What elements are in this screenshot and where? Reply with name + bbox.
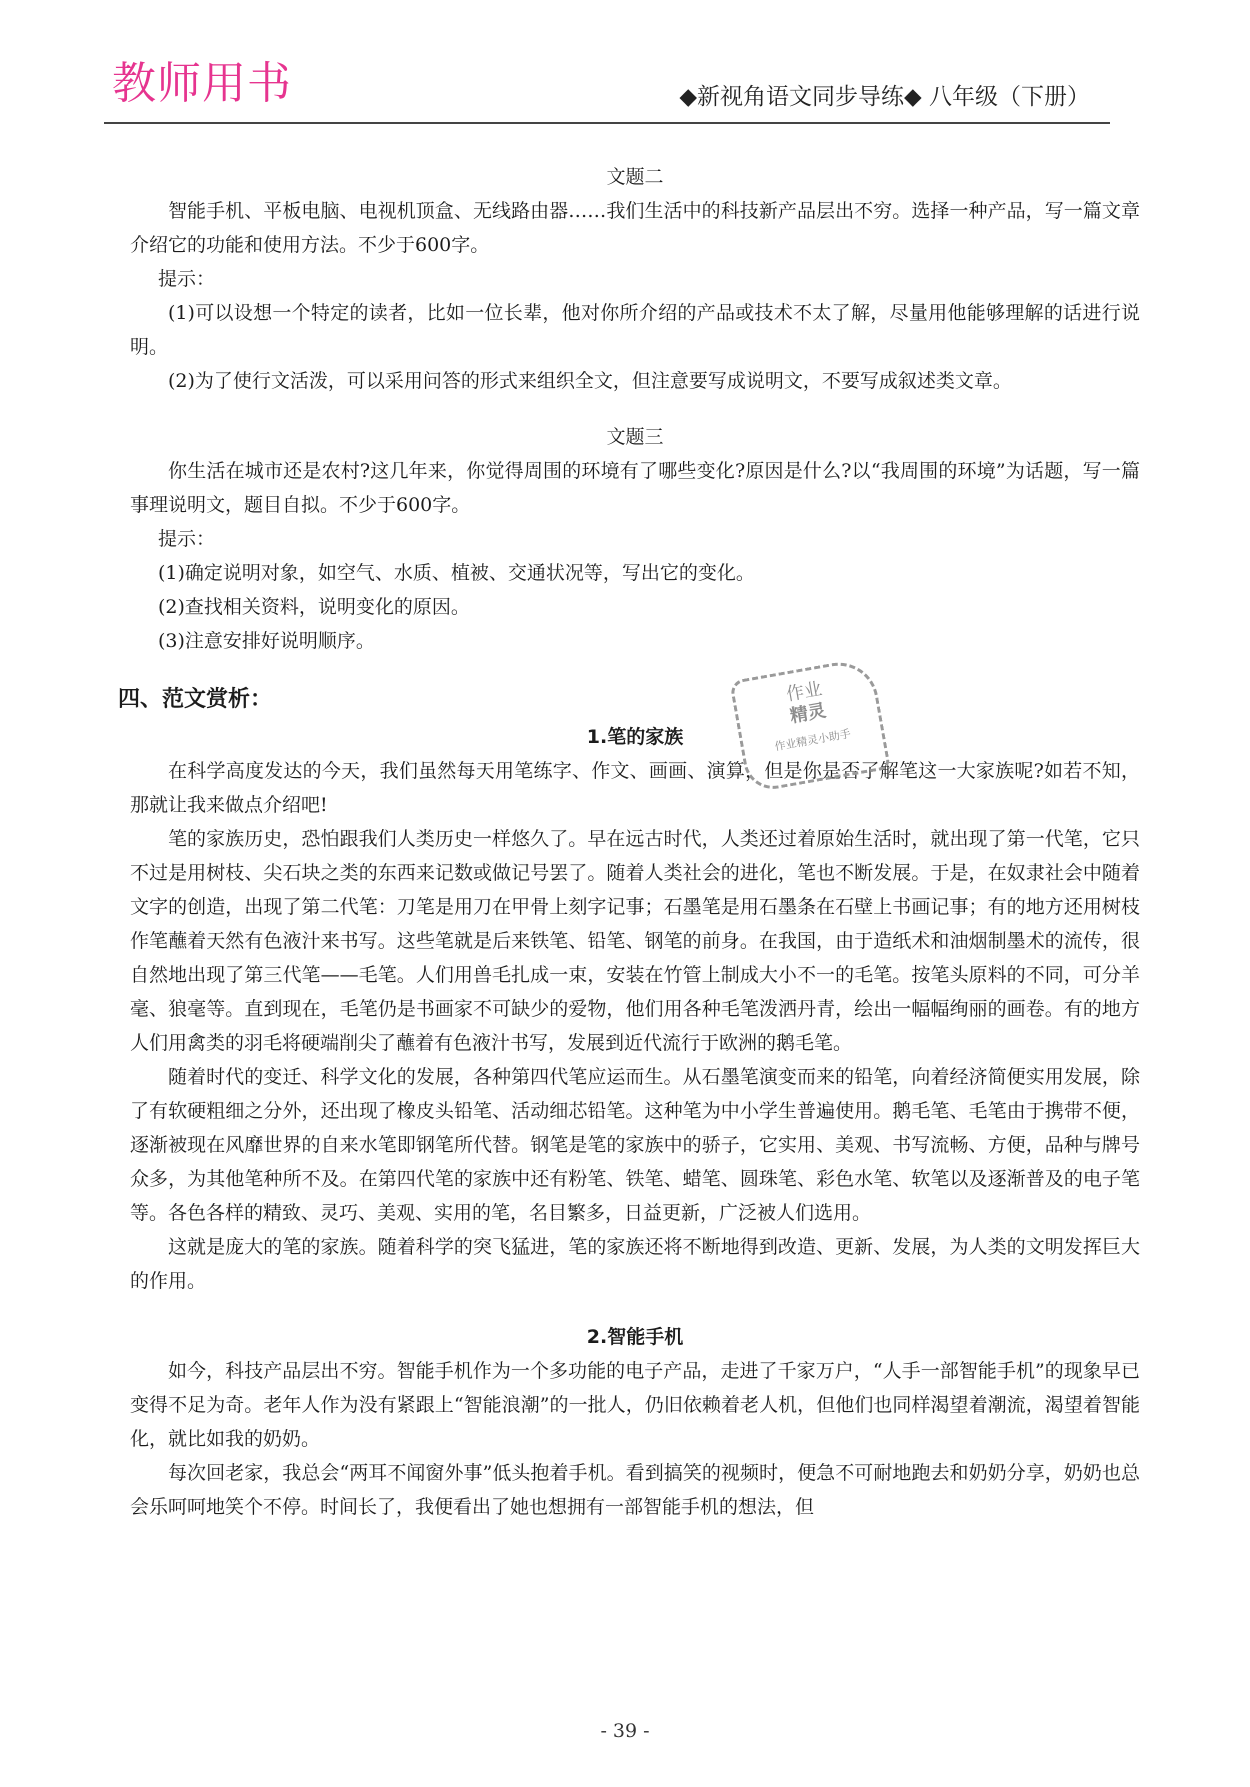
essay2-paragraph: 如今，科技产品层出不穷。智能手机作为一个多功能的电子产品，走进了千家万户，“人手一部智能手机”的现象早已变得不足为奇。老年人作为没有紧跟上“智能浪潮”的一批人，仍旧依赖着老人机，但他们也同样渴望着潮流，渴望着智能化，就比如我的奶奶。 <box>130 1360 1140 1450</box>
page-content <box>118 160 1140 1524</box>
topic3-prompt: 你生活在城市还是农村?这几年来，你觉得周围的环境有了哪些变化?原因是什么?以“我周围的环境”为话题，写一篇事理说明文，题目自拟。不少于600字。 <box>130 460 1140 516</box>
topic2-hint-label: 提示： <box>158 268 216 290</box>
essay2-title: 2.智能手机 <box>586 1326 684 1348</box>
topic2-prompt: 智能手机、平板电脑、电视机顶盒、无线路由器……我们生活中的科技新产品层出不穷。选择一种产品，写一篇文章介绍它的功能和使用方法。不少于600字。 <box>130 200 1140 256</box>
topic2-hint-1: (1)可以设想一个特定的读者，比如一位长辈，他对你所介绍的产品或技术不太了解，尽量用他能够理解的话进行说明。 <box>130 302 1140 358</box>
essay1-paragraph: 这就是庞大的笔的家族。随着科学的突飞猛进，笔的家族还将不断地得到改造、更新、发展，为人类的文明发挥巨大的作用。 <box>130 1236 1140 1292</box>
topic3-hint-2: (2)查找相关资料，说明变化的原因。 <box>158 596 470 618</box>
page-number: - 39 - <box>600 1720 650 1742</box>
essay1-title: 1.笔的家族 <box>586 726 684 748</box>
essay1-paragraph: 随着时代的变迁、科学文化的发展，各种第四代笔应运而生。从石墨笔演变而来的铅笔，向着经济简便实用发展，除了有软硬粗细之分外，还出现了橡皮头铅笔、活动细芯铅笔。这种笔为中小学生普遍使用。鹅毛笔、毛笔由于携带不便，逐渐被现在风靡世界的自来水笔即钢笔所代替。钢笔是笔的家族中的骄子，它实用、美观、书写流畅、方便，品种与牌号众多，为其他笔种所不及。在第四代笔的家族中还有粉笔、铁笔、蜡笔、圆珠笔、彩色水笔、软笔以及逐渐普及的电子笔等。各色各样的精致、灵巧、美观、实用的笔，名目繁多，日益更新，广泛被人们选用。 <box>130 1066 1140 1224</box>
topic3-hint-1: (1)确定说明对象，如空气、水质、植被、交通状况等，写出它的变化。 <box>158 562 755 584</box>
essay1-paragraph: 笔的家族历史，恐怕跟我们人类历史一样悠久了。早在远古时代，人类还过着原始生活时，就出现了第一代笔，它只不过是用树枝、尖石块之类的东西来记数或做记号罢了。随着人类社会的进化，笔也不断发展。于是，在奴隶社会中随着文字的创造，出现了第二代笔：刀笔是用刀在甲骨上刻字记事；石墨笔是用石墨条在石壁上书画记事；有的地方还用树枝作笔蘸着天然有色液汁来书写。这些笔就是后来铁笔、铅笔、钢笔的前身。在我国，由于造纸术和油烟制墨术的流传，很自然地出现了第三代笔——毛笔。人们用兽毛扎成一束，安装在竹管上制成大小不一的毛笔。按笔头原料的不同，可分羊毫、狼毫等。直到现在，毛笔仍是书画家不可缺少的爱物，他们用各种毛笔泼洒丹青，绘出一幅幅绚丽的画卷。有的地方人们用禽类的羽毛将硬端削尖了蘸着有色液汁书写，发展到近代流行于欧洲的鹅毛笔。 <box>130 828 1140 1054</box>
topic3-title: 文题三 <box>606 426 664 448</box>
topic2-hint-2: (2)为了使行文活泼，可以采用问答的形式来组织全文，但注意要写成说明文，不要写成叙述类文章。 <box>168 370 1012 392</box>
essay2-paragraph: 每次回老家，我总会“两耳不闻窗外事”低头抱着手机。看到搞笑的视频时，便急不可耐地跑去和奶奶分享，奶奶也总会乐呵呵地笑个不停。时间长了，我便看出了她也想拥有一部智能手机的想法，但 <box>130 1462 1140 1518</box>
header-title: 教师用书 <box>112 58 292 109</box>
stamp-line-1: 作业 <box>784 678 824 706</box>
topic3-hint-3: (3)注意安排好说明顺序。 <box>158 630 375 652</box>
section-heading: 四、范文赏析： <box>118 687 273 712</box>
book-title: ◆新视角语文同步导练◆ 八年级（下册） <box>679 84 1090 110</box>
essay1-paragraph: 在科学高度发达的今天，我们虽然每天用笔练字、作文、画画、演算，但是你是否了解笔这一大家族呢?如若不知，那就让我来做点介绍吧! <box>130 760 1140 816</box>
header-divider <box>104 122 1110 124</box>
topic2-title: 文题二 <box>606 166 664 188</box>
stamp-line-2: 精灵 <box>788 700 828 728</box>
stamp-line-3: 作业精灵小助手 <box>773 727 852 754</box>
topic3-hint-label: 提示： <box>158 528 216 550</box>
